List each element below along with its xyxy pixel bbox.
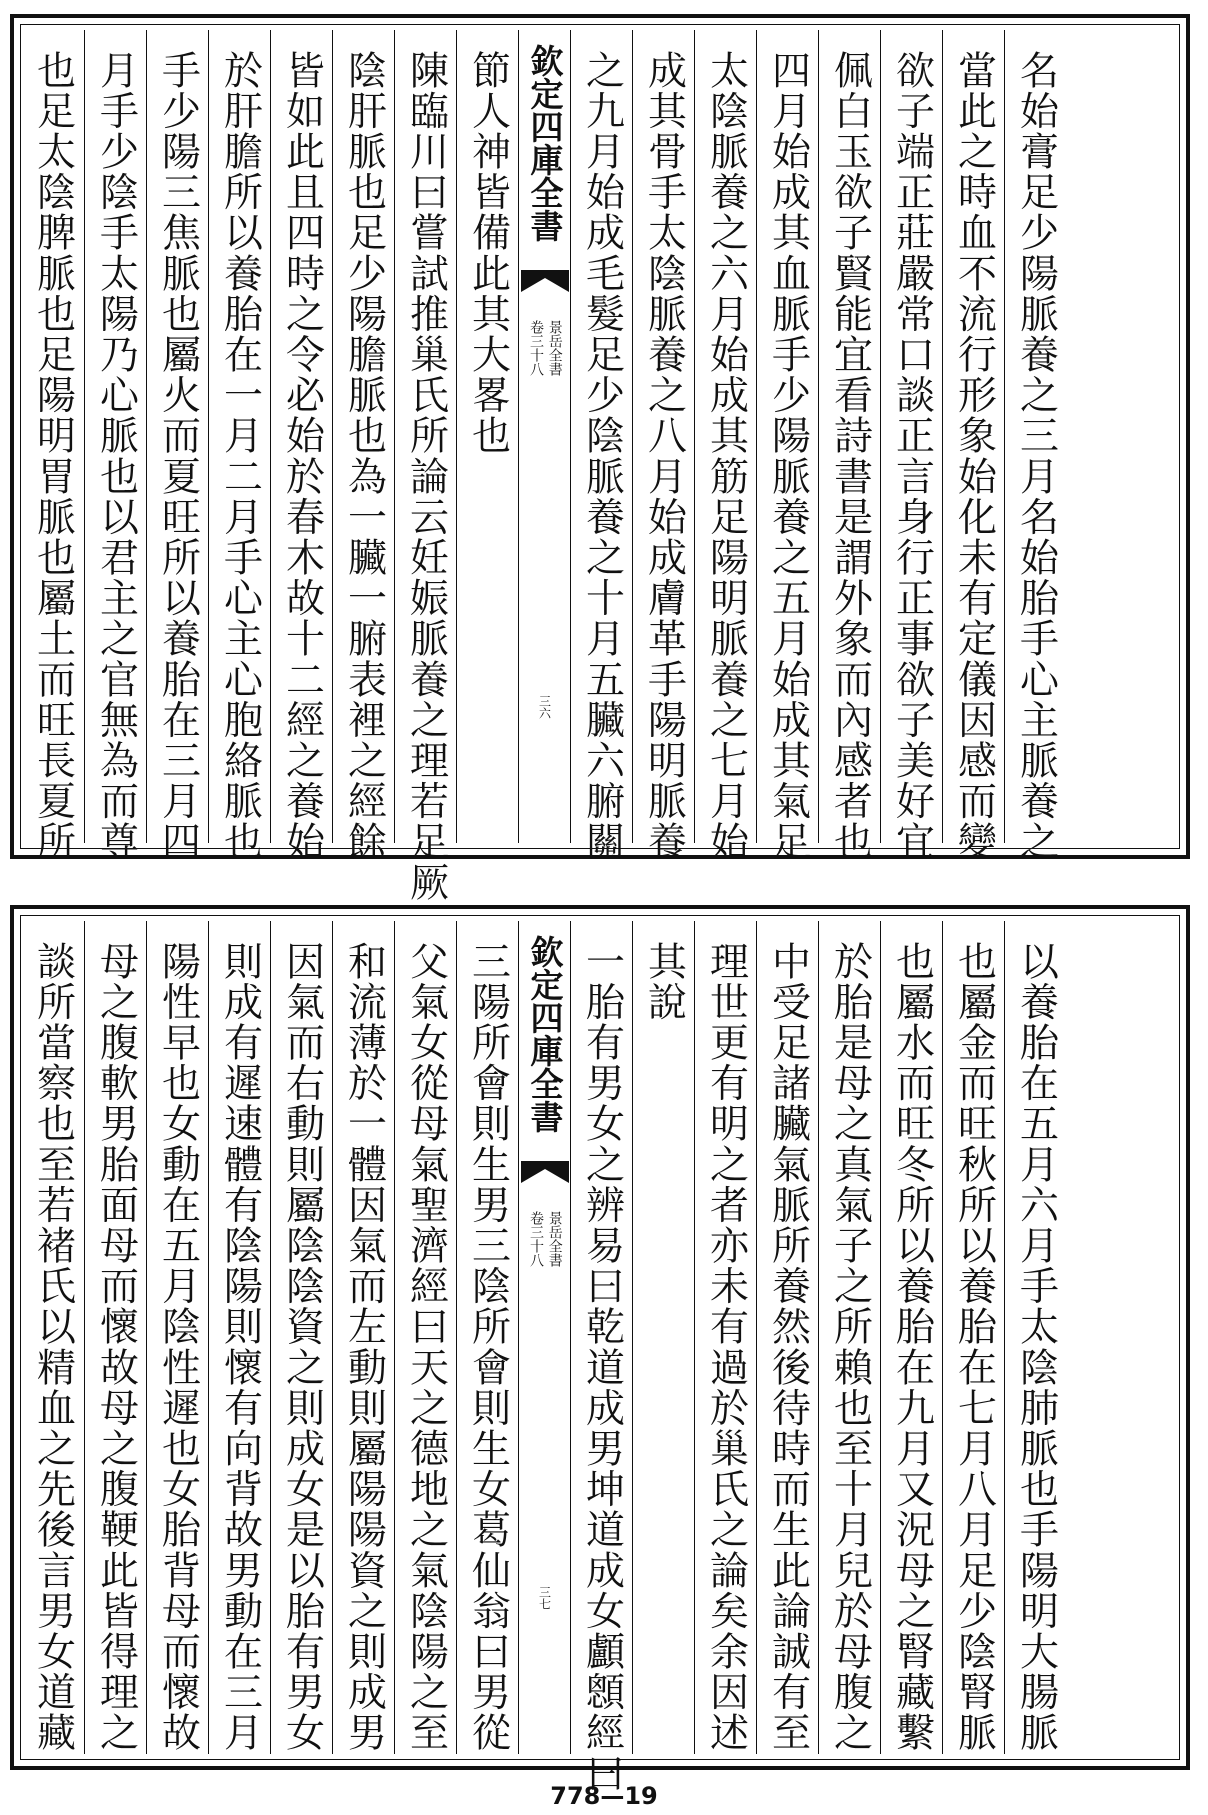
text-column: [394, 30, 457, 903]
text-column: [456, 921, 519, 1754]
column-text: 名始膏足少陽脈養之三月名始胎手心主脈養之: [1013, 50, 1059, 862]
book-title: 欽定四庫全書: [525, 935, 565, 1133]
text-column: [22, 921, 84, 1754]
volume-label: [528, 320, 561, 376]
column-text: 其說: [641, 941, 687, 1023]
column-text: 母之腹軟男胎面母而懷故母之腹鞕此皆得理之: [93, 941, 139, 1753]
text-column: [208, 30, 271, 862]
book-title: 欽定四庫全書: [525, 44, 565, 242]
text-column: [942, 30, 1005, 862]
column-text: 談所當察也至若褚氏以精血之先後言男女道藏: [30, 941, 76, 1753]
text-column: [818, 30, 881, 862]
text-column: [84, 921, 147, 1754]
column-text: 佩白玉欲子賢能宜看詩書是謂外象而內感者也: [827, 50, 873, 862]
column-text: 陳臨川曰嘗試推巢氏所論云妊娠脈養之理若足厥: [403, 50, 449, 903]
column-text: 則成有遲速體有陰陽則懷有向背故男動在三月: [217, 941, 263, 1753]
column-text: 節人神皆備此其大畧也: [465, 50, 511, 456]
column-text: 皆如此且四時之令必始於春木故十二經之養始: [279, 50, 325, 862]
volume-title: 景岳全書: [546, 1211, 563, 1267]
page-top: [10, 14, 1190, 903]
text-column: [756, 921, 819, 1754]
column-text: 也屬水而旺冬所以養胎在九月又況母之腎藏繫: [889, 941, 935, 1753]
volume-label: [528, 1211, 561, 1267]
text-column: [208, 921, 271, 1754]
volume-number: 卷三十八: [528, 320, 544, 376]
column-text: 欲子端正莊嚴常口談正言身行正事欲子美好宜: [889, 50, 935, 862]
column-text: 成其骨手太陰脈養之八月始成膚革手陽明脈養: [641, 50, 687, 862]
column-text: 陽性早也女動在五月陰性遲也女胎背母而懷故: [155, 941, 201, 1753]
fishtail-mark: [521, 270, 569, 292]
text-column: [22, 30, 84, 862]
column-text: 三陽所會則生男三陰所會則生女葛仙翁曰男從: [465, 941, 511, 1753]
text-column: [456, 30, 519, 843]
column-text: 月手少陰手太陽乃心脈也以君主之官無為而尊: [93, 50, 139, 862]
column-text: 以養胎在五月六月手太陰肺脈也手陽明大腸脈: [1013, 941, 1059, 1753]
text-column: [880, 921, 943, 1754]
volume-title: 景岳全書: [546, 320, 563, 376]
column-text: 中受足諸臟氣脈所養然後待時而生此論誠有至: [765, 941, 811, 1753]
text-column: [394, 921, 457, 1754]
text-column: [1004, 30, 1067, 862]
column-text: 太陰脈養之六月始成其筋足陽明脈養之七月始: [703, 50, 749, 862]
text-column: [570, 30, 633, 862]
center-strip: [518, 921, 571, 1754]
column-text: 手少陽三焦脈也屬火而夏旺所以養胎在三月四: [155, 50, 201, 862]
column-text: 於胎是母之真氣子之所賴也至十月兒於母腹之: [827, 941, 873, 1753]
text-column: [146, 921, 209, 1754]
column-text: 於肝膽所以養胎在一月二月手心主心胞絡脈也: [217, 50, 263, 862]
column-text: 之九月始成毛髮足少陰脈養之十月五臟六腑關: [579, 50, 625, 862]
column-text: 因氣而右動則屬陰陰資之則成女是以胎有男女: [279, 941, 325, 1753]
folio-number: 三七: [537, 1586, 552, 1610]
text-column: [146, 30, 209, 862]
column-text: 和流薄於一體因氣而左動則屬陽陽資之則成男: [341, 941, 387, 1753]
text-column: [942, 921, 1005, 1754]
column-text: 四月始成其血脈手少陽脈養之五月始成其氣足: [765, 50, 811, 862]
volume-number: 卷三十八: [528, 1211, 544, 1267]
text-column: [632, 30, 695, 862]
text-column: [1004, 921, 1067, 1754]
page-footer-number: 778—19: [550, 1782, 658, 1810]
column-text: 陰肝脈也足少陽膽脈也為一臟一腑表裡之經餘: [341, 50, 387, 862]
text-column: [756, 30, 819, 862]
text-column: [818, 921, 881, 1754]
column-text: 一胎有男女之辨易曰乾道成男坤道成女顱顖經曰: [579, 941, 625, 1794]
center-strip: [518, 30, 571, 843]
page-bottom: [10, 905, 1190, 1794]
folio-number: 三六: [537, 695, 552, 719]
column-text: 也屬金而旺秋所以養胎在七月八月足少陰腎脈: [951, 941, 997, 1753]
text-column: [632, 921, 695, 1754]
text-column: [880, 30, 943, 862]
column-text: 理世更有明之者亦未有過於巢氏之論矣余因述: [703, 941, 749, 1753]
column-text: 父氣女從母氣聖濟經曰天之德地之氣陰陽之至: [403, 941, 449, 1753]
text-column: [332, 30, 395, 862]
column-text: 當此之時血不流行形象始化未有定儀因感而變: [951, 50, 997, 862]
text-column: [84, 30, 147, 862]
text-column: [694, 30, 757, 862]
text-column: [270, 30, 333, 862]
text-column: [694, 921, 757, 1754]
text-column: [332, 921, 395, 1754]
text-column: [270, 921, 333, 1754]
text-column: [570, 921, 633, 1794]
fishtail-mark: [521, 1161, 569, 1183]
column-text: 也足太陰脾脈也足陽明胃脈也屬土而旺長夏所: [30, 50, 76, 862]
